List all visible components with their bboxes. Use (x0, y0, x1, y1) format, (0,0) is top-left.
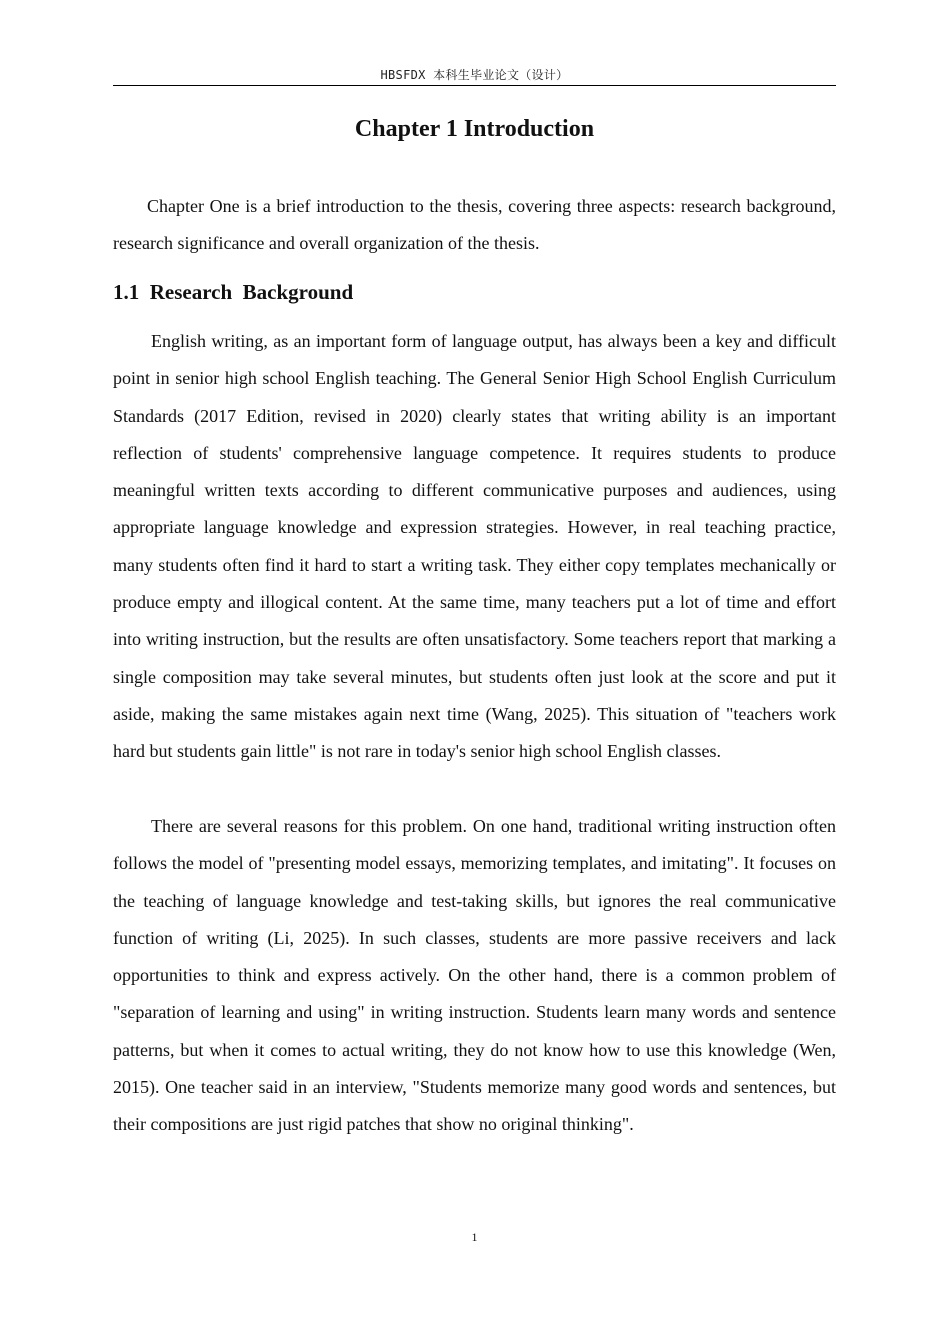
chapter-title: Chapter 1 Introduction (354, 116, 595, 142)
header-rule (113, 85, 836, 86)
section-heading: 1.1 Research Background (113, 280, 354, 304)
running-header: HBSFDX 本科生毕业论文（设计） (380, 68, 569, 82)
chapter-intro-paragraph: Chapter One is a brief introduction to the thesis, covering three aspects: research background, research significance and overall organization of the thesis. (113, 196, 836, 254)
body-paragraph-1: English writing, as an important form of language output, has always been a key and difficult point in senior high school English teaching. The General Senior High School English Curriculum Standards (2017 Edition, revised in 2020) clearly states that writing ability is an important reflection of students' comprehensive language competence. It requires students to produce meaningful written texts according to different communicative purposes and audiences, using appropriate language knowledge and expression strategies. However, in real teaching practice, many students often find it hard to start a writing task. They either copy templates mechanically or produce empty and illogical content. At the same time, many teachers put a lot of time and effort into writing instruction, but the results are often unsatisfactory. Some teachers report that marking a single composition may take several minutes, but students often just look at the score and put it aside, making the same mistakes again next time (Wang, 2025). This situation of "teachers work hard but students gain little" is not rare in today's senior high school English classes. (113, 331, 836, 762)
page-number: 1 (471, 1230, 478, 1244)
body-paragraph-2: There are several reasons for this problem. On one hand, traditional writing instruction often follows the model of "presenting model essays, memorizing templates, and imitating". It focuses on the teaching of language knowledge and test-taking skills, but ignores the real communicative function of writing (Li, 2025). In such classes, students are more passive receivers and lack opportunities to think and express actively. On the other hand, there is a common problem of "separation of learning and using" in writing instruction. Students learn many words and sentence patterns, but when it comes to actual writing, they do not know how to use this knowledge (Wen, 2015). One teacher said in an interview, "Students memorize many good words and sentences, but their compositions are just rigid patches that show no original thinking". (113, 816, 836, 1135)
